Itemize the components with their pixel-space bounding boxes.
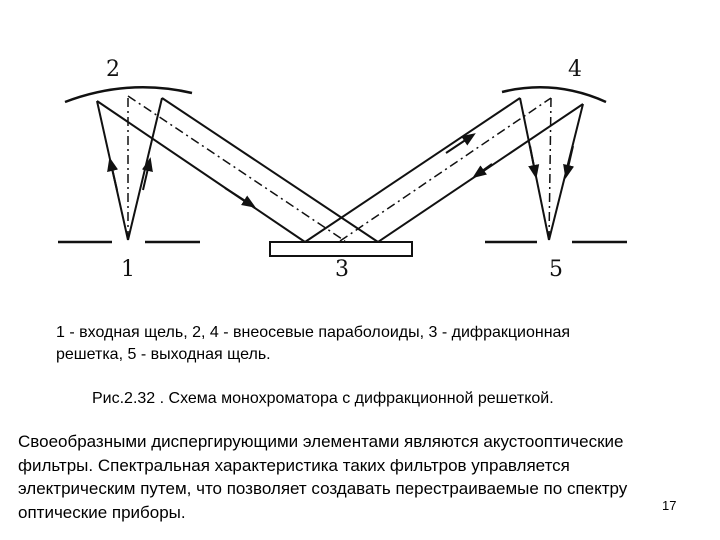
output-cone xyxy=(520,98,583,240)
body-line: оптические приборы. xyxy=(18,502,186,522)
legend-line-2: решетка, 5 - выходная щель. xyxy=(56,346,271,363)
body-paragraph xyxy=(18,430,678,524)
figure-legend xyxy=(56,322,676,366)
input-cone xyxy=(97,96,162,240)
figure-caption: Рис.2.32 . Схема монохроматора с дифракционной решеткой. xyxy=(92,390,554,407)
body-line: Своеобразными диспергирующими элементами являются акустооптические xyxy=(18,432,624,451)
label-grating: 3 xyxy=(335,257,349,282)
page-number: 17 xyxy=(662,498,677,513)
diffraction-grating xyxy=(270,242,412,256)
body-line: фильтры. Спектральная характеристика таких фильтров управляется xyxy=(18,455,570,475)
label-exit-slit: 5 xyxy=(549,257,563,282)
label-left-paraboloid: 2 xyxy=(106,57,120,82)
legend-line-1: 1 - входная щель, 2, 4 - внеосевые параболоиды, 3 - дифракционная xyxy=(56,324,571,341)
label-right-paraboloid: 4 xyxy=(568,57,582,82)
label-entrance-slit: 1 xyxy=(121,257,135,282)
body-line: электрическим путем, что позволяет создавать перестраиваемые по спектру xyxy=(18,479,628,498)
collimated-beam-left xyxy=(97,96,378,242)
